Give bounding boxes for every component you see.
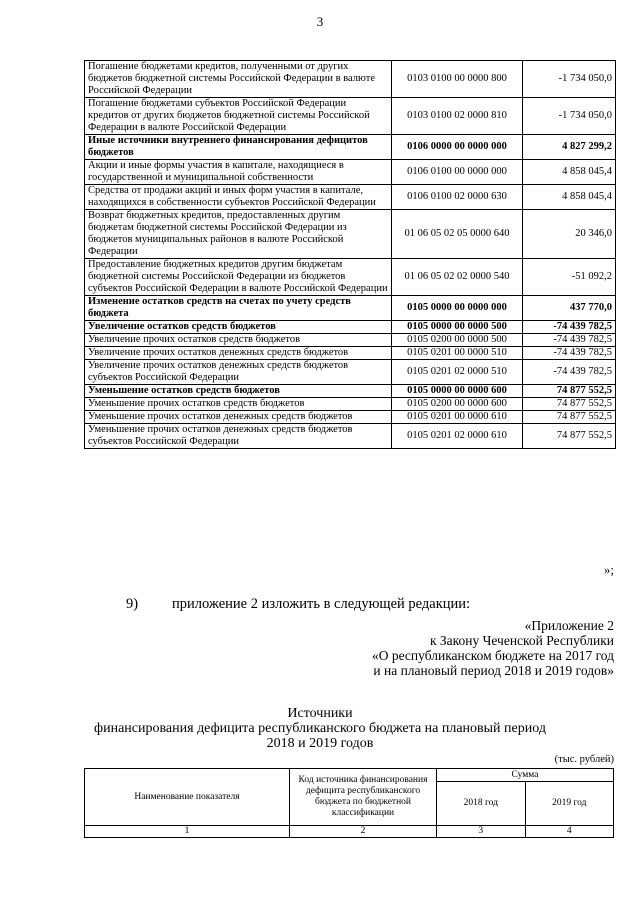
row-name: Возврат бюджетных кредитов, предоставленных другим бюджетам бюджетной системы Российской Федерации из бюджетов муниципальных районов в валюте Российской Федерации (85, 210, 392, 259)
row-code: 0106 0100 00 0000 000 (392, 160, 523, 185)
title-line-3: 2018 и 2019 годов (266, 736, 374, 751)
row-code: 0106 0100 02 0000 630 (392, 185, 523, 210)
col-number-2: 2 (290, 826, 437, 838)
row-value: 4 858 045,4 (523, 185, 616, 210)
row-value: -74 439 782,5 (523, 360, 616, 385)
row-name: Увеличение прочих остатков денежных средств бюджетов (85, 347, 392, 360)
col-number-1: 1 (85, 826, 290, 838)
table-row (85, 398, 616, 411)
row-value: 74 877 552,5 (523, 411, 616, 424)
table-row (85, 210, 616, 259)
table-row (85, 98, 616, 135)
row-value: 437 770,0 (523, 296, 616, 321)
row-name: Уменьшение остатков средств бюджетов (85, 385, 392, 398)
row-value: -1 734 050,0 (523, 98, 616, 135)
row-code: 0105 0200 00 0000 600 (392, 398, 523, 411)
row-code: 0105 0201 02 0000 610 (392, 424, 523, 449)
annex-reference (372, 618, 614, 678)
row-code: 01 06 05 02 02 0000 540 (392, 259, 523, 296)
row-name: Погашение бюджетами субъектов Российской Федерации кредитов от других бюджетов бюджетной системы Российской Федерации в валюте Российской Федерации (85, 98, 392, 135)
header-code: Код источника финансирования дефицита республиканского бюджета по бюджетной классификации (290, 769, 437, 826)
header-year-2019: 2019 год (525, 782, 614, 826)
row-code: 0103 0100 00 0000 800 (392, 61, 523, 98)
row-code: 0106 0000 00 0000 000 (392, 135, 523, 160)
row-value: 4 827 299,2 (523, 135, 616, 160)
page-number: 3 (316, 14, 324, 29)
annex-line-2: к Закону Чеченской Республики (429, 633, 614, 648)
row-value: -74 439 782,5 (523, 334, 616, 347)
row-name: Увеличение прочих остатков денежных средств бюджетов субъектов Российской Федерации (85, 360, 392, 385)
row-value: -74 439 782,5 (523, 321, 616, 334)
table-row (85, 61, 616, 98)
row-name: Уменьшение прочих остатков денежных средств бюджетов (85, 411, 392, 424)
table-row (85, 347, 616, 360)
col-number-4: 4 (525, 826, 614, 838)
row-name: Средства от продажи акций и иных форм участия в капитале, находящихся в собственности субъектов Российской Федерации (85, 185, 392, 210)
sources-table-body (85, 61, 616, 449)
header-name: Наименование показателя (85, 769, 290, 826)
section-title (0, 706, 640, 751)
header-sum: Сумма (437, 769, 614, 782)
sources-table-header (84, 768, 614, 838)
table-row (85, 160, 616, 185)
row-name: Акции и иные формы участия в капитале, находящиеся в государственной и муниципальной собственности (85, 160, 392, 185)
header-year-2018: 2018 год (437, 782, 526, 826)
row-code: 0105 0201 00 0000 510 (392, 347, 523, 360)
table-row (85, 185, 616, 210)
item-9-number: 9) (126, 596, 139, 612)
row-name: Уменьшение прочих остатков денежных средств бюджетов субъектов Российской Федерации (85, 424, 392, 449)
table-row (85, 296, 616, 321)
row-name: Увеличение прочих остатков средств бюджетов (85, 334, 392, 347)
annex-line-3: «О республиканском бюджете на 2017 год (371, 648, 614, 663)
row-code: 0105 0000 00 0000 000 (392, 296, 523, 321)
table-row (85, 411, 616, 424)
table-row (85, 334, 616, 347)
row-code: 01 06 05 02 05 0000 640 (392, 210, 523, 259)
annex-line-4: и на плановый период 2018 и 2019 годов» (373, 663, 614, 678)
row-value: -74 439 782,5 (523, 347, 616, 360)
row-value: 74 877 552,5 (523, 398, 616, 411)
row-value: 20 346,0 (523, 210, 616, 259)
row-code: 0105 0200 00 0000 500 (392, 334, 523, 347)
row-name: Увеличение остатков средств бюджетов (85, 321, 392, 334)
item-9 (126, 596, 470, 613)
table-row (85, 385, 616, 398)
row-name: Изменение остатков средств на счетах по учету средств бюджета (85, 296, 392, 321)
row-name: Предоставление бюджетных кредитов другим бюджетам бюджетной системы Российской Федерации из бюджетов субъектов Российской Федерации в валюте Российской Федерации (85, 259, 392, 296)
row-code: 0105 0000 00 0000 600 (392, 385, 523, 398)
row-code: 0105 0201 02 0000 510 (392, 360, 523, 385)
row-value: -1 734 050,0 (523, 61, 616, 98)
row-name: Погашение бюджетами кредитов, полученными от других бюджетов бюджетной системы Российской Федерации в валюте Российской Федерации (85, 61, 392, 98)
table-row (85, 321, 616, 334)
table-row (85, 259, 616, 296)
units-label: (тыс. рублей) (554, 754, 614, 765)
item-9-text: приложение 2 изложить в следующей редакции: (172, 596, 471, 612)
row-code: 0103 0100 02 0000 810 (392, 98, 523, 135)
closing-quote: »; (603, 562, 614, 577)
row-name: Иные источники внутреннего финансирования дефицитов бюджетов (85, 135, 392, 160)
row-code: 0105 0201 00 0000 610 (392, 411, 523, 424)
table-row (85, 360, 616, 385)
sources-table-continued (84, 60, 616, 449)
row-value: 74 877 552,5 (523, 424, 616, 449)
row-value: 74 877 552,5 (523, 385, 616, 398)
row-value: 4 858 045,4 (523, 160, 616, 185)
annex-line-1: «Приложение 2 (524, 618, 614, 633)
row-value: -51 092,2 (523, 259, 616, 296)
title-line-1: Источники (287, 706, 353, 721)
col-number-3: 3 (437, 826, 526, 838)
table-row (85, 135, 616, 160)
row-code: 0105 0000 00 0000 500 (392, 321, 523, 334)
row-name: Уменьшение прочих остатков средств бюджетов (85, 398, 392, 411)
title-line-2: финансирования дефицита республиканского бюджета на плановый период (94, 721, 546, 736)
table-row (85, 424, 616, 449)
